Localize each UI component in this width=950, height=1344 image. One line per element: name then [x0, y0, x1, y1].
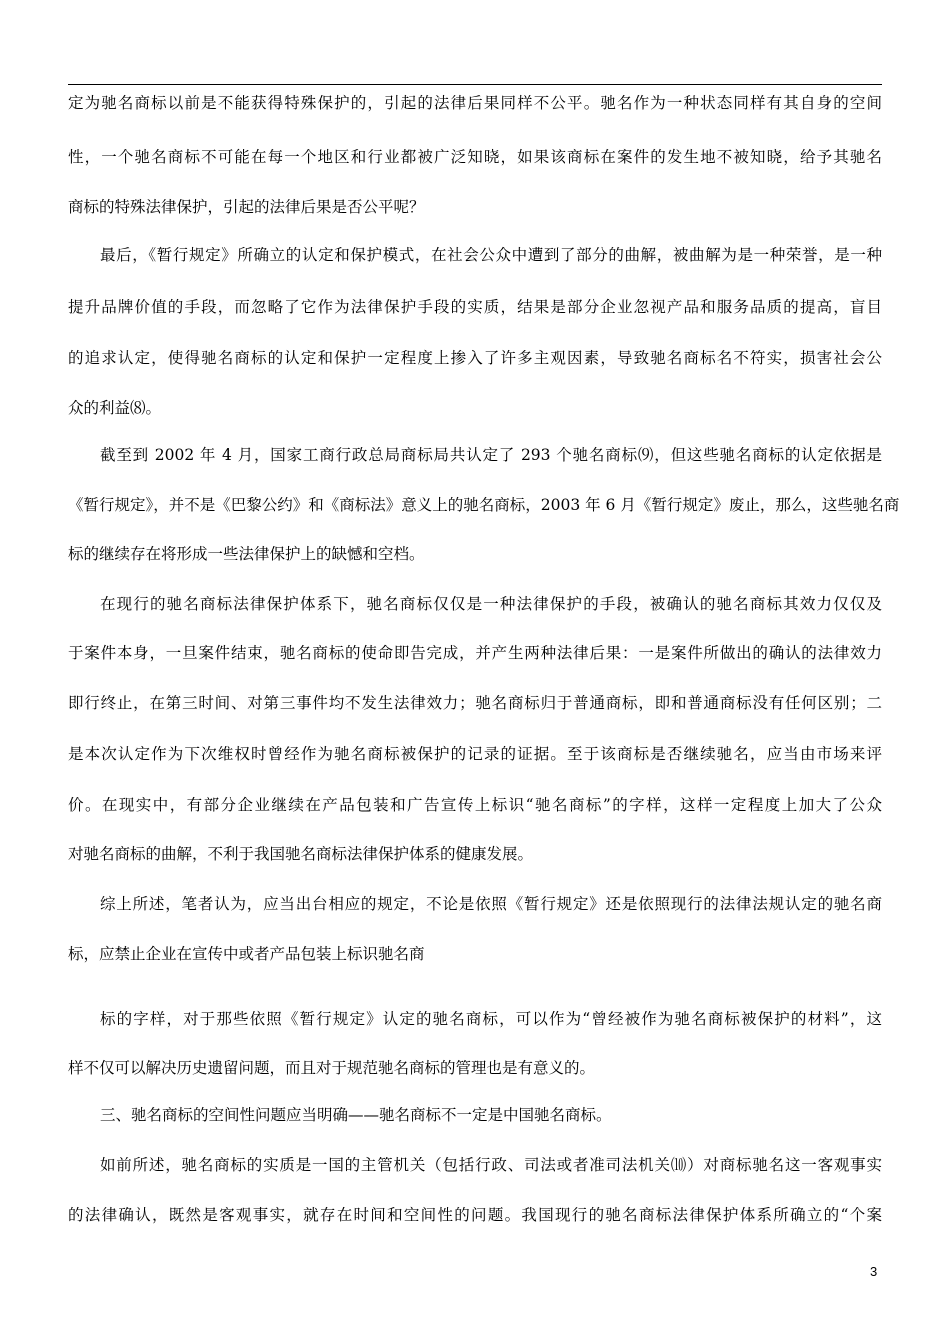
header-rule [68, 84, 882, 85]
text-line: 截至到 2002 年 4 月，国家工商行政总局商标局共认定了 293 个驰名商标⑼，但这些驰名商标的认定依据是 [100, 446, 882, 464]
text-line: 《暂行规定》，并不是《巴黎公约》和《商标法》意义上的驰名商标，2003 年 6 月《暂行规定》废止，那么，这些驰名商 [68, 496, 900, 514]
text-line: 的法律确认，既然是客观事实，就存在时间和空间性的问题。我国现行的驰名商标法律保护体系所确立的“个案 [68, 1206, 882, 1224]
text-line: 众的利益⑻。 [68, 399, 162, 417]
text-line: 是本次认定作为下次维权时曾经作为驰名商标被保护的记录的证据。至于该商标是否继续驰名，应当由市场来评 [68, 745, 882, 763]
text-line: 如前所述，驰名商标的实质是一国的主管机关（包括行政、司法或者准司法机关⑽）对商标驰名这一客观事实 [100, 1156, 882, 1174]
text-line: 标的继续存在将形成一些法律保护上的缺憾和空档。 [68, 545, 425, 563]
text-line: 价。在现实中，有部分企业继续在产品包装和广告宣传上标识“驰名商标”的字样，这样一定程度上加大了公众 [68, 796, 882, 814]
text-line: 在现行的驰名商标法律保护体系下，驰名商标仅仅是一种法律保护的手段，被确认的驰名商标其效力仅仅及 [100, 595, 882, 613]
text-line: 的追求认定，使得驰名商标的认定和保护一定程度上掺入了许多主观因素，导致驰名商标名不符实，损害社会公 [68, 349, 882, 367]
text-line: 综上所述，笔者认为，应当出台相应的规定，不论是依照《暂行规定》还是依照现行的法律法规认定的驰名商 [100, 895, 882, 913]
text-line: 即行终止，在第三时间、对第三事件均不发生法律效力；驰名商标归于普通商标，即和普通商标没有任何区别；二 [68, 694, 882, 712]
text-line: 样不仅可以解决历史遗留问题，而且对于规范驰名商标的管理也是有意义的。 [68, 1059, 596, 1077]
text-line: 对驰名商标的曲解，不利于我国驰名商标法律保护体系的健康发展。 [68, 845, 534, 863]
section-heading: 三、驰名商标的空间性问题应当明确——驰名商标不一定是中国驰名商标。 [100, 1106, 612, 1124]
text-line: 标，应禁止企业在宣传中或者产品包装上标识驰名商 [68, 945, 425, 963]
text-line: 提升品牌价值的手段，而忽略了它作为法律保护手段的实质，结果是部分企业忽视产品和服务品质的提高，盲目 [68, 298, 882, 316]
text-line: 定为驰名商标以前是不能获得特殊保护的，引起的法律后果同样不公平。驰名作为一种状态同样有其自身的空间 [68, 94, 882, 112]
text-line: 于案件本身，一旦案件结束，驰名商标的使命即告完成，并产生两种法律后果：一是案件所做出的确认的法律效力 [68, 644, 882, 662]
text-line: 最后，《暂行规定》所确立的认定和保护模式，在社会公众中遭到了部分的曲解，被曲解为是一种荣誉，是一种 [100, 246, 882, 264]
text-line: 性，一个驰名商标不可能在每一个地区和行业都被广泛知晓，如果该商标在案件的发生地不被知晓，给予其驰名 [68, 148, 882, 166]
text-line: 标的字样，对于那些依照《暂行规定》认定的驰名商标，可以作为“曾经被作为驰名商标被保护的材料”，这 [100, 1010, 882, 1028]
text-line: 商标的特殊法律保护，引起的法律后果是否公平呢？ [68, 198, 425, 216]
page-number: 3 [870, 1264, 878, 1279]
